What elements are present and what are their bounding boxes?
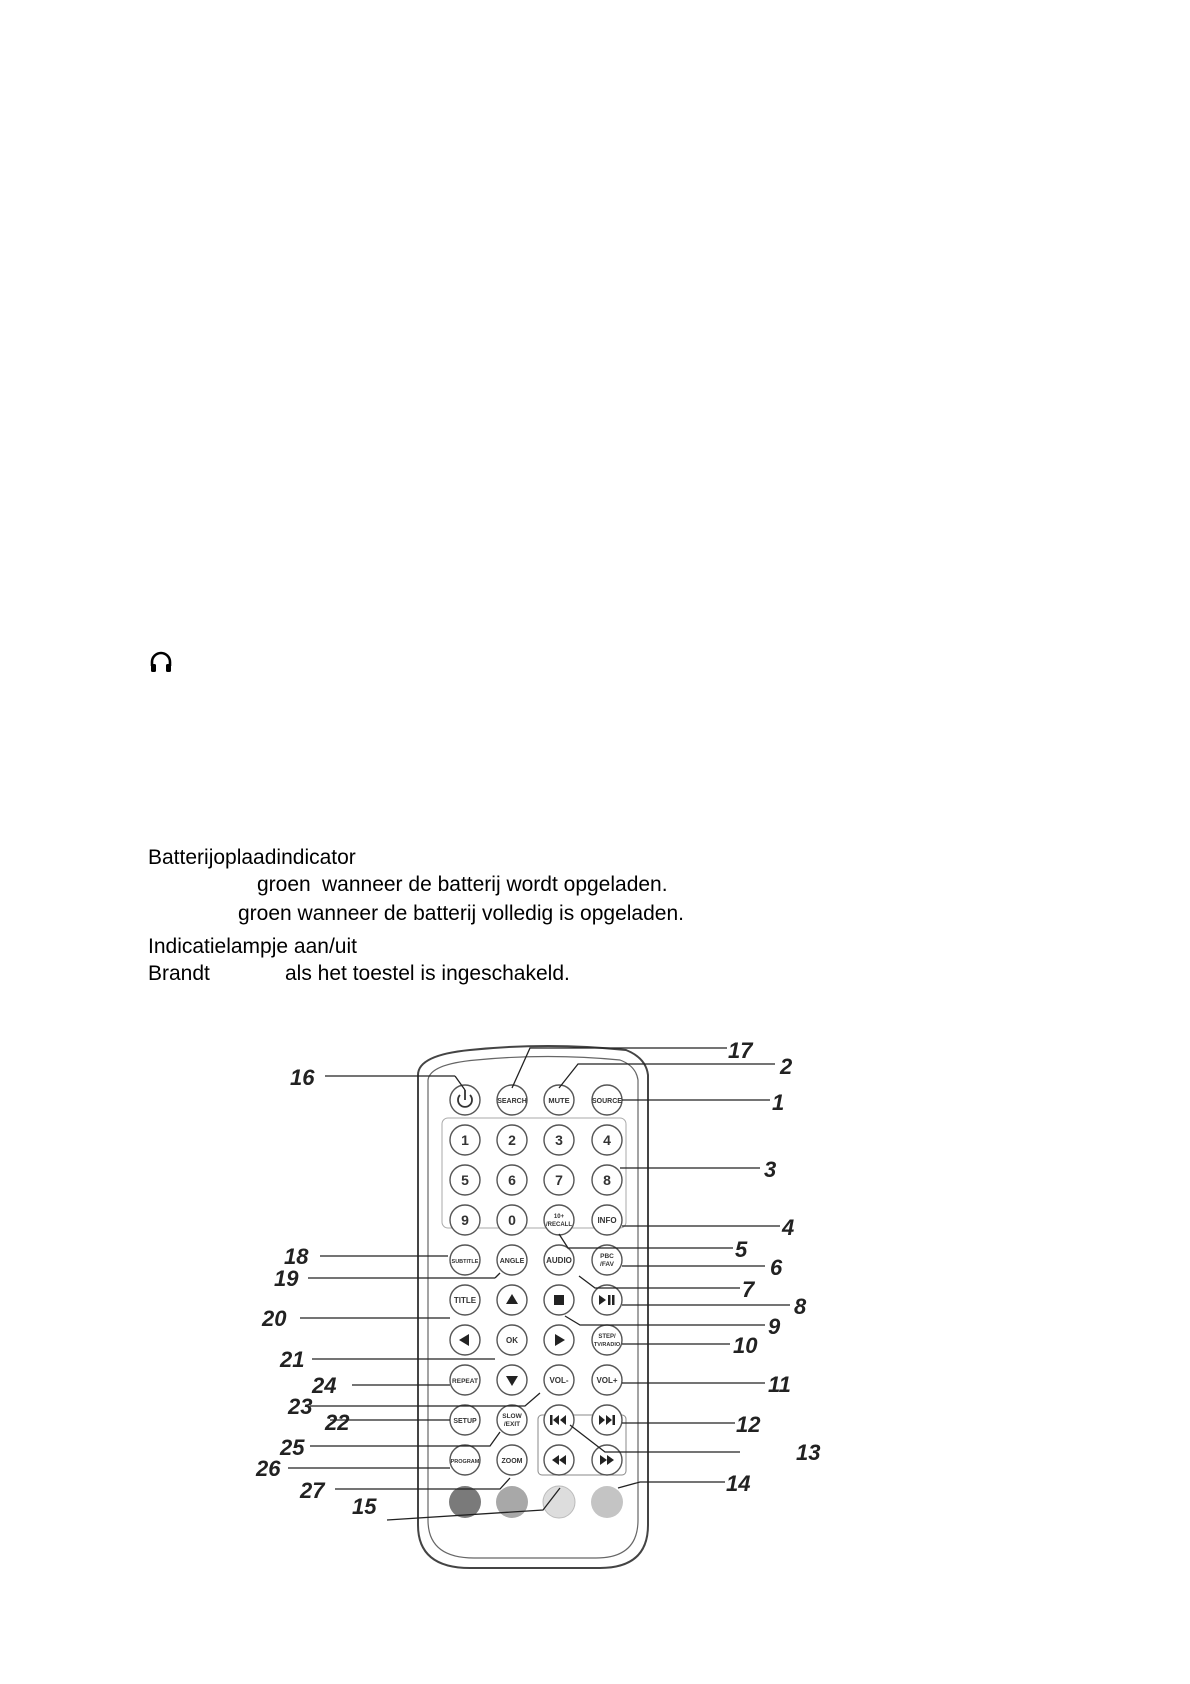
power-indicator-heading: Indicatielampje aan/uit [148,935,357,958]
svg-text:MUTE: MUTE [548,1096,570,1105]
callout-8: 8 [794,1294,807,1319]
pbc-fav-button[interactable] [592,1245,622,1275]
info-button[interactable] [592,1205,622,1235]
callout-27: 27 [300,1478,325,1503]
callout-23: 23 [288,1394,313,1419]
number-9-button[interactable] [450,1205,480,1235]
svg-text:VOL-: VOL- [549,1376,569,1385]
svg-text:SOURCE: SOURCE [592,1098,622,1105]
rewind-button[interactable] [544,1445,574,1475]
svg-text:1: 1 [461,1132,469,1148]
svg-text:5: 5 [461,1172,469,1188]
callout-13: 13 [796,1440,821,1465]
callout-11: 11 [768,1372,791,1397]
headphone-icon [148,650,174,674]
callout-19: 19 [274,1266,299,1291]
color-button-4[interactable] [591,1486,623,1518]
number-8-button[interactable] [592,1165,622,1195]
callout-21: 21 [280,1347,305,1372]
subtitle-button[interactable] [450,1245,480,1275]
callout-5: 5 [735,1237,748,1262]
color-button-3[interactable] [543,1486,575,1518]
search-button[interactable] [497,1085,527,1115]
callout-24: 24 [312,1373,337,1398]
number-4-button[interactable] [592,1125,622,1155]
number-6-button[interactable] [497,1165,527,1195]
svg-text:0: 0 [508,1212,516,1228]
power-line-prefix: Brandt [148,962,210,985]
svg-text:INFO: INFO [597,1216,617,1225]
callout-2: 2 [780,1054,793,1079]
svg-text:SUBTITLE: SUBTITLE [451,1259,479,1265]
setup-button[interactable] [450,1405,480,1435]
down-arrow-button[interactable] [497,1365,527,1395]
callout-17: 17 [728,1038,753,1063]
stop-icon [554,1295,564,1305]
battery-indicator-heading: Batterijoplaadindicator [148,846,356,869]
battery-line-1-color: groen [257,873,311,896]
recall-button[interactable] [544,1205,574,1235]
source-button[interactable] [592,1085,622,1115]
volume-down-button[interactable] [544,1365,574,1395]
callout-7: 7 [742,1277,755,1302]
callout-lines [288,1048,790,1520]
callout-18: 18 [284,1244,309,1269]
ok-button[interactable] [497,1325,527,1355]
svg-text:REPEAT: REPEAT [452,1378,478,1385]
svg-text:OK: OK [506,1336,518,1345]
svg-text:/FAV: /FAV [600,1261,614,1268]
callout-4: 4 [782,1215,795,1240]
remote-control-figure [0,1000,1190,1600]
callout-16: 16 [290,1065,315,1090]
callout-15: 15 [352,1494,377,1519]
battery-line-1-text: wanneer de batterij wordt opgeladen. [322,873,668,896]
number-5-button[interactable] [450,1165,480,1195]
svg-text:PROGRAM: PROGRAM [450,1459,480,1465]
svg-text:2: 2 [508,1132,516,1148]
repeat-button[interactable] [450,1365,480,1395]
callout-10: 10 [733,1333,758,1358]
callout-26: 26 [256,1456,281,1481]
color-button-1[interactable] [449,1486,481,1518]
svg-text:/EXIT: /EXIT [503,1421,521,1428]
step-tv-radio-button[interactable] [592,1325,622,1355]
callout-3: 3 [764,1157,777,1182]
number-7-button[interactable] [544,1165,574,1195]
callout-20: 20 [262,1306,287,1331]
svg-text:AUDIO: AUDIO [546,1256,572,1265]
svg-text:TV/RADIO: TV/RADIO [593,1342,621,1348]
battery-line-2-text: groen wanneer de batterij volledig is opgeladen. [238,902,684,925]
svg-text:3: 3 [555,1132,563,1148]
svg-text:8: 8 [603,1172,611,1188]
svg-text:TITLE: TITLE [453,1296,477,1305]
callout-1: 1 [772,1090,785,1115]
svg-text:10+: 10+ [553,1214,565,1220]
mute-button[interactable] [544,1085,574,1115]
callout-22: 22 [325,1410,350,1435]
svg-text:ANGLE: ANGLE [499,1258,525,1265]
svg-text:SEARCH: SEARCH [497,1098,527,1105]
svg-text:/RECALL: /RECALL [546,1222,572,1228]
svg-text:SETUP: SETUP [453,1418,477,1425]
callout-25: 25 [280,1435,305,1460]
program-button[interactable] [450,1445,480,1475]
next-button[interactable] [592,1405,622,1435]
svg-text:4: 4 [603,1132,611,1148]
svg-text:STEP/: STEP/ [598,1334,616,1340]
number-1-button[interactable] [450,1125,480,1155]
left-arrow-button[interactable] [450,1325,480,1355]
stop-button[interactable] [544,1285,574,1315]
callout-14: 14 [726,1471,751,1496]
svg-text:6: 6 [508,1172,516,1188]
number-2-button[interactable] [497,1125,527,1155]
svg-text:9: 9 [461,1212,469,1228]
number-3-button[interactable] [544,1125,574,1155]
volume-up-button[interactable] [592,1365,622,1395]
svg-text:ZOOM: ZOOM [501,1458,523,1465]
up-arrow-button[interactable] [497,1285,527,1315]
fast-forward-button[interactable] [592,1445,622,1475]
number-0-button[interactable] [497,1205,527,1235]
play-pause-button[interactable] [592,1285,622,1315]
power-line-text: als het toestel is ingeschakeld. [285,962,570,985]
svg-text:PBC: PBC [600,1253,614,1260]
callout-12: 12 [736,1412,761,1437]
title-button[interactable] [450,1285,480,1315]
right-arrow-button[interactable] [544,1325,574,1355]
callout-9: 9 [768,1314,781,1339]
audio-button[interactable] [544,1245,574,1275]
svg-text:SLOW: SLOW [502,1413,522,1420]
slow-exit-button[interactable] [497,1405,527,1435]
svg-text:VOL+: VOL+ [596,1376,618,1385]
svg-text:7: 7 [555,1172,563,1188]
angle-button[interactable] [497,1245,527,1275]
previous-button[interactable] [544,1405,574,1435]
callout-6: 6 [770,1255,783,1280]
zoom-button[interactable] [497,1445,527,1475]
